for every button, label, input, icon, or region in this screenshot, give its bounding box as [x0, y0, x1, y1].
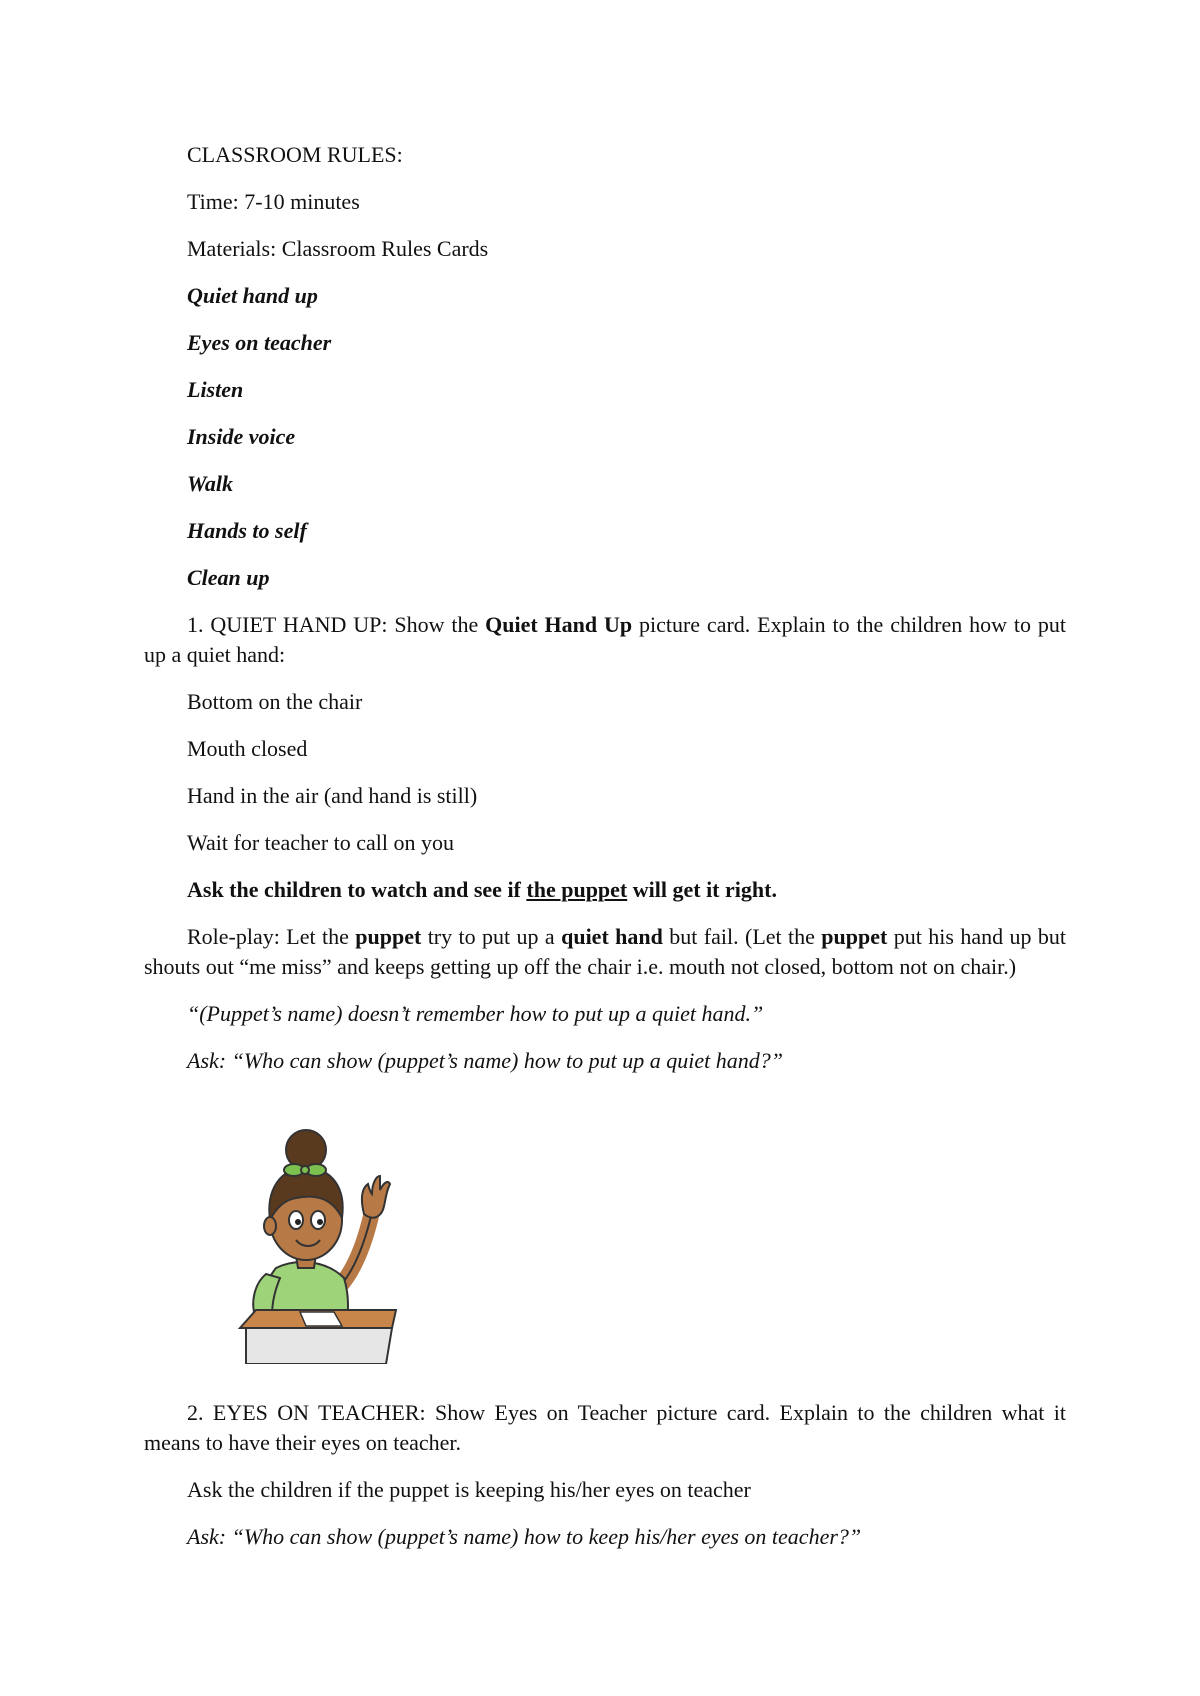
roleplay-paragraph	[144, 922, 1066, 982]
roleplay-puppet: puppet	[355, 924, 422, 949]
ask-watch-puppet: the puppet	[526, 877, 628, 902]
card-name: Quiet Hand Up	[485, 612, 633, 637]
rule-item: Inside voice	[187, 424, 296, 449]
illustration-svg	[236, 1128, 404, 1364]
section1-lead-rest: picture card. Explain to the children how to put up a quiet hand:	[144, 612, 1066, 667]
roleplay-puppet-2: puppet	[821, 924, 888, 949]
roleplay-4: put his hand up but shouts out “me miss” and keeps getting up off the chair i.e. mouth not closed, bottom not on chair.)	[144, 924, 1066, 979]
step-item: Bottom on the chair	[187, 689, 363, 714]
rule-item: Quiet hand up	[187, 283, 318, 308]
roleplay-quiet-hand: quiet hand	[561, 924, 663, 949]
document-body	[144, 140, 1066, 1093]
quote-2: Ask: “Who can show (puppet’s name) how to put up a quiet hand?”	[187, 1048, 784, 1073]
step-item: Mouth closed	[187, 736, 308, 761]
step-item: Hand in the air (and hand is still)	[187, 783, 478, 808]
section2-ask: Ask the children if the puppet is keeping his/her eyes on teacher	[187, 1477, 751, 1502]
doc-title: CLASSROOM RULES:	[187, 142, 403, 167]
ask-watch-a: Ask the children to watch and see if	[187, 877, 527, 902]
rule-item: Walk	[187, 471, 234, 496]
rule-item: Listen	[187, 377, 244, 402]
roleplay-1: Role-play: Let the	[187, 924, 356, 949]
section2	[144, 1398, 1066, 1569]
step-item: Wait for teacher to call on you	[187, 830, 455, 855]
rule-item: Eyes on teacher	[187, 330, 332, 355]
quote-1: “(Puppet’s name) doesn’t remember how to put up a quiet hand.”	[187, 1001, 764, 1026]
ask-watch	[144, 875, 1066, 905]
section2-quote: Ask: “Who can show (puppet’s name) how to keep his/her eyes on teacher?”	[187, 1524, 862, 1549]
ask-watch-b: will get it right.	[627, 877, 777, 902]
roleplay-2: try to put up a	[421, 924, 562, 949]
roleplay-3: but fail. (Let the	[662, 924, 822, 949]
rule-item: Clean up	[187, 565, 270, 590]
section2-intro: 2. EYES ON TEACHER: Show Eyes on Teacher picture card. Explain to the children what it means to have their eyes on teacher.	[144, 1400, 1066, 1455]
section1-intro	[144, 610, 1066, 670]
time-line: Time: 7-10 minutes	[187, 189, 360, 214]
girl-raising-hand-illustration	[236, 1128, 404, 1364]
rule-item: Hands to self	[187, 518, 307, 543]
section1-lead: 1. QUIET HAND UP: Show the	[187, 612, 486, 637]
materials-line: Materials: Classroom Rules Cards	[187, 236, 489, 261]
